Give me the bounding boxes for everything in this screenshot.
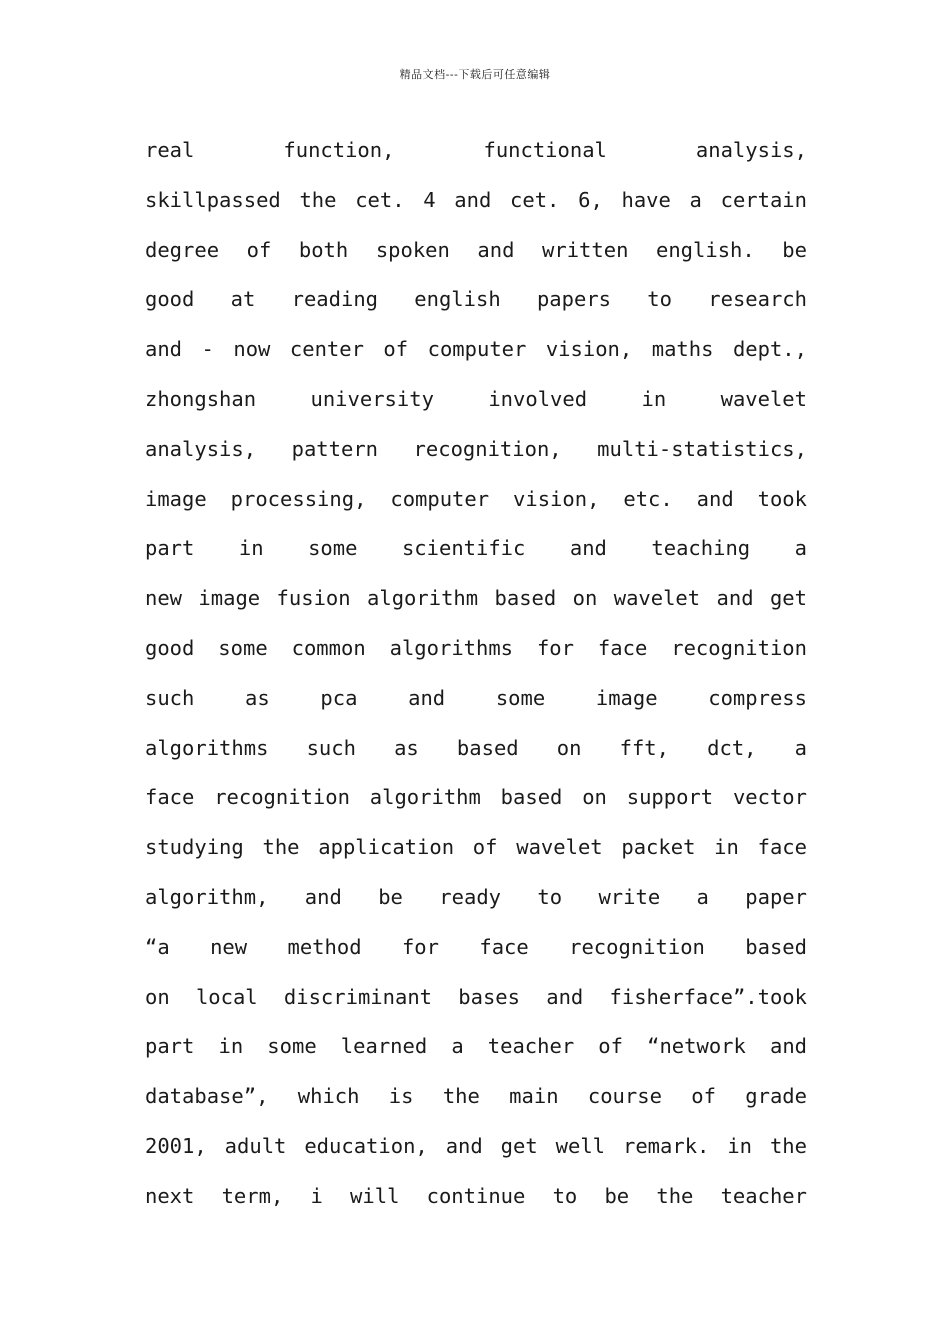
text-line: studying the application of wavelet packet in face bbox=[145, 835, 807, 860]
text-line: algorithms such as based on fft, dct, a bbox=[145, 735, 807, 760]
text-line: “a new method for face recognition based bbox=[145, 934, 807, 959]
text-line: on local discriminant bases and fisherface”.took bbox=[145, 984, 807, 1009]
text-line: real function, functional analysis, bbox=[145, 138, 807, 162]
text-line: 2001, adult education, and get well remark. in the bbox=[145, 1133, 807, 1158]
page-header: 精品文档---下载后可任意编辑 bbox=[399, 68, 551, 81]
text-line: algorithm, and be ready to write a paper bbox=[145, 884, 807, 909]
text-line: image processing, computer vision, etc. and took bbox=[145, 486, 807, 511]
text-line: skillpassed the cet. 4 and cet. 6, have a certain bbox=[145, 187, 807, 212]
document-body bbox=[145, 126, 807, 1222]
text-line: such as pca and some image compress bbox=[145, 685, 807, 710]
text-line: face recognition algorithm based on support vector bbox=[145, 785, 807, 810]
text-line: next term, i will continue to be the teacher bbox=[145, 1183, 807, 1208]
text-line: good at reading english papers to research bbox=[145, 287, 807, 312]
text-line: part in some learned a teacher of “network and bbox=[145, 1034, 807, 1059]
text-line: analysis, pattern recognition, multi-statistics, bbox=[145, 436, 807, 461]
text-line: zhongshan university involved in wavelet bbox=[145, 386, 807, 411]
text-line: degree of both spoken and written english. be bbox=[145, 237, 807, 262]
text-line: and - now center of computer vision, maths dept., bbox=[145, 337, 807, 362]
text-line: database”, which is the main course of grade bbox=[145, 1084, 807, 1109]
text-line: part in some scientific and teaching a bbox=[145, 536, 807, 561]
text-line: new image fusion algorithm based on wavelet and get bbox=[145, 586, 807, 611]
text-line: good some common algorithms for face recognition bbox=[145, 635, 807, 660]
